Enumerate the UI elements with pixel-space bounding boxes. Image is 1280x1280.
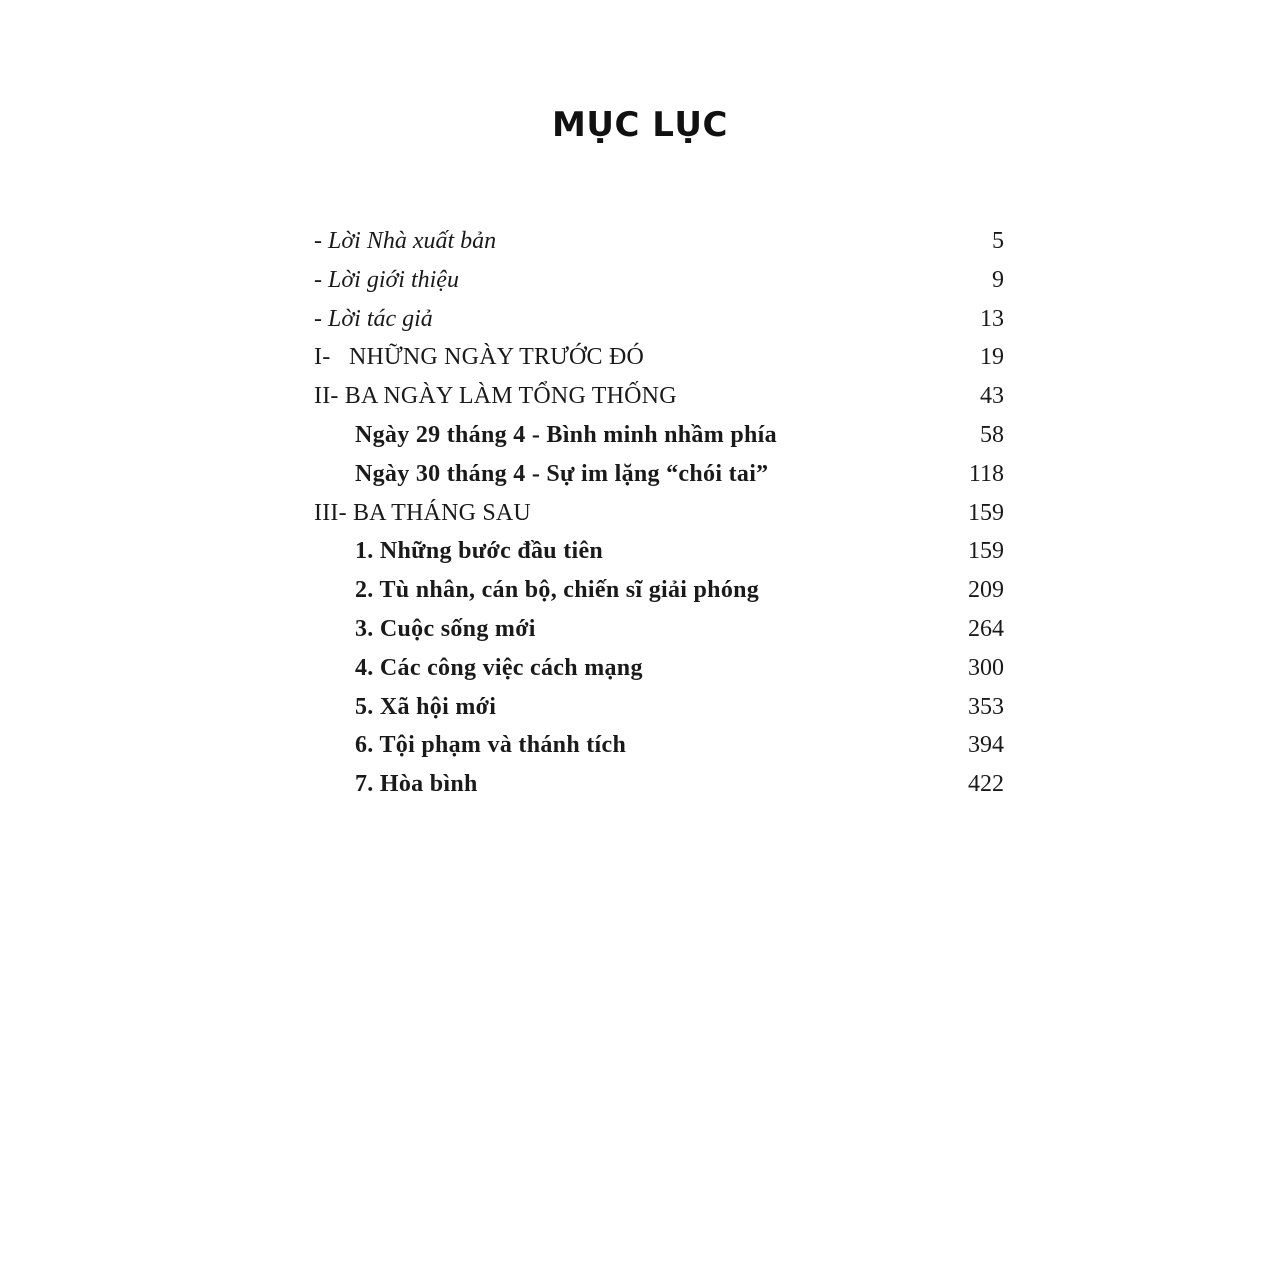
toc-entry-title: 3. Cuộc sống mới xyxy=(355,615,536,642)
toc-entry-title: 4. Các công việc cách mạng xyxy=(355,654,643,681)
toc-entry-title: 1. Những bước đầu tiên xyxy=(355,538,604,565)
toc-entry-title: III- BA THÁNG SAU xyxy=(314,499,531,526)
toc-entry-page: 118 xyxy=(968,460,1004,487)
toc-entry-april-30[interactable] xyxy=(314,455,1004,494)
toc-entry-page: 209 xyxy=(968,577,1004,604)
toc-entry-author-note[interactable] xyxy=(314,300,1004,339)
toc-entry-title: I- NHỮNG NGÀY TRƯỚC ĐÓ xyxy=(314,344,645,371)
table-of-contents xyxy=(314,222,1004,804)
toc-entry-chapter-2[interactable] xyxy=(314,571,1004,610)
toc-entry-title: II- BA NGÀY LÀM TỔNG THỐNG xyxy=(314,383,677,410)
toc-entry-part-3[interactable] xyxy=(314,494,1004,533)
toc-entry-title: 6. Tội phạm và thánh tích xyxy=(355,732,627,759)
toc-entry-page: 19 xyxy=(980,344,1004,371)
toc-entry-introduction[interactable] xyxy=(314,261,1004,300)
toc-entry-page: 5 xyxy=(992,228,1004,254)
toc-entry-chapter-4[interactable] xyxy=(314,649,1004,688)
page-title: MỤC LỤC xyxy=(552,105,728,145)
toc-entry-page: 394 xyxy=(968,732,1004,759)
toc-entry-chapter-1[interactable] xyxy=(314,532,1004,571)
toc-entry-part-2[interactable] xyxy=(314,377,1004,416)
toc-entry-title: Ngày 29 tháng 4 - Bình minh nhầm phía xyxy=(355,421,777,448)
toc-entry-publisher-note[interactable] xyxy=(314,222,1004,261)
toc-entry-april-29[interactable] xyxy=(314,416,1004,455)
toc-entry-title: 5. Xã hội mới xyxy=(355,693,497,720)
toc-entry-title: - Lời Nhà xuất bản xyxy=(314,228,497,254)
toc-entry-page: 264 xyxy=(968,615,1004,642)
toc-entry-page: 159 xyxy=(968,499,1004,526)
toc-entry-page: 422 xyxy=(968,771,1004,798)
toc-entry-title: 2. Tù nhân, cán bộ, chiến sĩ giải phóng xyxy=(355,577,760,604)
toc-entry-title: Ngày 30 tháng 4 - Sự im lặng “chói tai” xyxy=(355,460,769,487)
toc-entry-page: 43 xyxy=(980,383,1004,410)
toc-entry-chapter-5[interactable] xyxy=(314,688,1004,727)
toc-entry-title: - Lời giới thiệu xyxy=(314,266,459,293)
toc-entry-page: 58 xyxy=(980,421,1004,448)
toc-entry-page: 9 xyxy=(992,266,1004,293)
toc-entry-chapter-6[interactable] xyxy=(314,726,1004,765)
toc-entry-chapter-7[interactable] xyxy=(314,765,1004,804)
toc-entry-title: 7. Hòa bình xyxy=(355,771,478,798)
toc-entry-part-1[interactable] xyxy=(314,338,1004,377)
toc-entry-page: 353 xyxy=(968,693,1004,720)
toc-entry-page: 300 xyxy=(968,654,1004,681)
toc-entry-title: - Lời tác giả xyxy=(314,305,433,332)
toc-entry-page: 13 xyxy=(980,305,1004,332)
toc-entry-page: 159 xyxy=(968,538,1004,565)
toc-entry-chapter-3[interactable] xyxy=(314,610,1004,649)
